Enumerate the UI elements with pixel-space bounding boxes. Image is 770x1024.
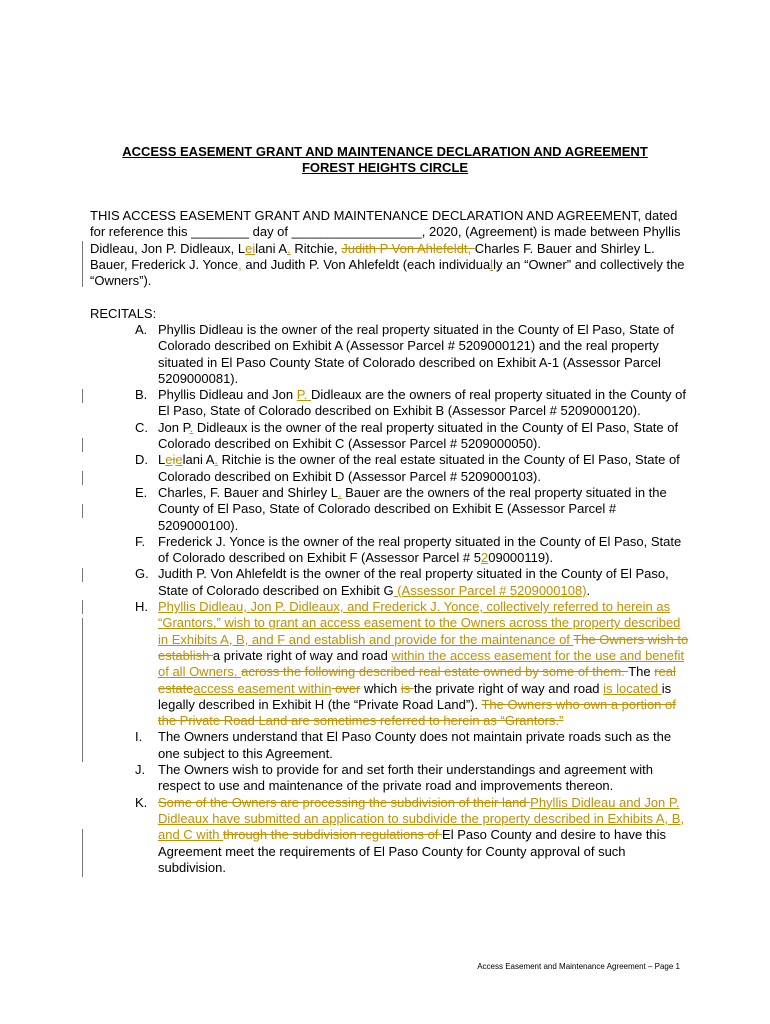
page-footer: Access Easement and Maintenance Agreement – Page 1 [477,962,680,971]
document-title: ACCESS EASEMENT GRANT AND MAINTENANCE DECLARATION AND AGREEMENT [122,144,648,159]
recital-item: D. Leielani A. Ritchie is the owner of the real estate situated in the County of El Paso, State of Colorado described on Exhibit D (Assessor Parcel # 5209000103). [135,452,680,484]
recital-item: I. The Owners understand that El Paso County does not maintain private roads such as the one subject to this Agreement. [135,729,672,761]
document-subtitle: FOREST HEIGHTS CIRCLE [301,160,469,175]
recital-item: J. The Owners wish to provide for and set forth their understandings and agreement with respect to use and maintenance of the private road and improvements thereon. [135,762,653,794]
recitals-heading: RECITALS: [90,306,157,321]
recital-item: E. Charles, F. Bauer and Shirley L. Bauer are the owners of the real property situated in the County of El Paso, State of Colorado described on Exhibit E (Assessor Parcel # 5209000100). [135,484,667,533]
recital-item: H. Phyllis Didleau, Jon P. Didleaux, and Frederick J. Yonce, collectively referred to herein as “Grantors,” wish to grant an access easement to the Owners across the property described in Exhibits A, B, and F and establish and provide for the maintenance of The Owners wish to establish a private right of way and road within the access easement for the use and benefit of all Owners. across the following described real estate owned by some of them. The real estateaccess easement within over which is the private right of way and road is located is legally described in Exhibit H (the “Private Road Land”). The Owners who own a portion of the Private Road Land are sometimes referred to herein as “Grantors.” [135,599,689,729]
change-bar [82,438,83,452]
change-bar [82,568,83,582]
change-bar [82,471,83,485]
change-bar [82,829,83,877]
recital-item: B. Phyllis Didleau and Jon P. Didleaux are the owners of real property situated in the County of El Paso, State of Colorado described on Exhibit B (Assessor Parcel # 5209000120). [135,387,687,419]
change-bar [82,600,83,614]
change-bar [82,618,83,762]
recital-item: K. Some of the Owners are processing the subdivision of their land Phyllis Didleau and Jon P. Didleaux have submitted an application to subdivide the property described in Exhibits A, B, and C with through the subdivision regulations of El Paso County and desire to have this Agreement meet the requirements of El Paso County for County approval of such subdivision. [135,794,685,875]
change-bar [82,504,83,518]
recital-item: C. Jon P. Didleaux is the owner of the real property situated in the County of El Paso, State of Colorado described on Exhibit C (Assessor Parcel # 5209000050). [135,419,679,452]
change-bar [82,241,83,287]
recitals-list [90,322,690,876]
change-bar [82,389,83,403]
recital-item: A. Phyllis Didleau is the owner of the real property situated in the County of El Paso, State of Colorado described on Exhibit A (Assessor Parcel # 5209000121) and the real property situated in El Paso County State of Colorado described on Exhibit A-1 (Assessor Parcel 5209000081). [135,322,674,386]
intro-paragraph: THIS ACCESS EASEMENT GRANT AND MAINTENANCE DECLARATION AND AGREEMENT, dated for reference this ________ day of __________________, 2020, (Agreement) is made between Phyllis Didleau, Jon P. Didleaux, Leilani A. Ritchie, Judith P Von Ahlefeldt, Charles F. Bauer and Shirley L. Bauer, Frederick J. Yonce, and Judith P. Von Ahlefeldt (each individually an “Owner” and collectively the “Owners”). [90,208,685,289]
recital-item: F. Frederick J. Yonce is the owner of the real property situated in the County of El Paso, State of Colorado described on Exhibit F (Assessor Parcel # 5209000119). [135,533,682,566]
recital-item: G. Judith P. Von Ahlefeldt is the owner of the real property situated in the County of El Paso, State of Colorado described on Exhibit G (Assessor Parcel # 5209000108). [135,566,669,598]
